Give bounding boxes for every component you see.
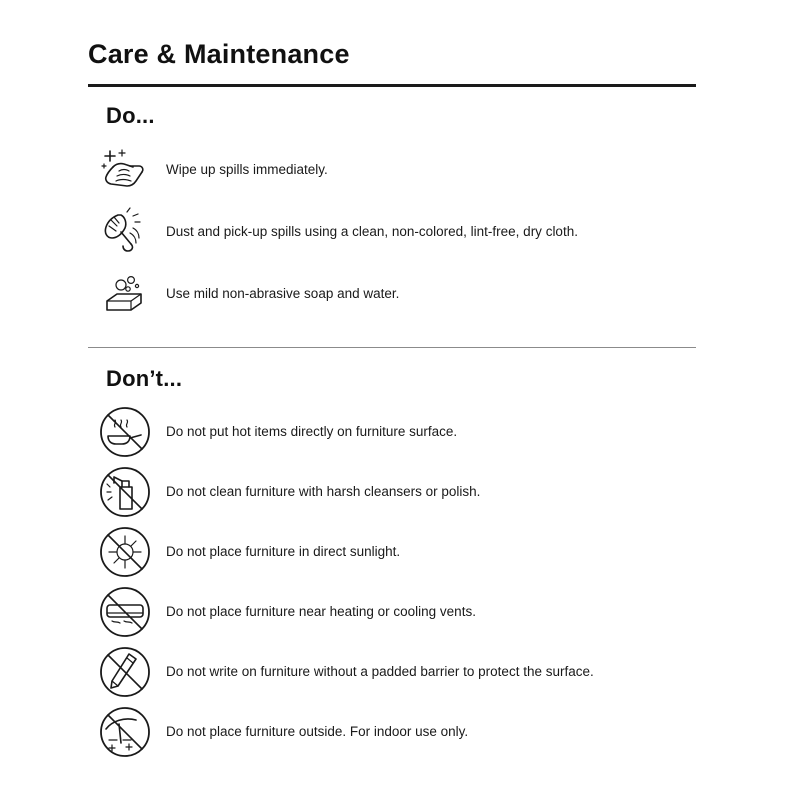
- section-do-heading: Do...: [106, 103, 155, 129]
- feather-duster-icon: [88, 206, 162, 258]
- list-item: [88, 642, 740, 702]
- section-divider: [88, 347, 696, 348]
- list-item: [88, 702, 740, 762]
- list-item: [88, 402, 740, 462]
- list-item-text: Do not write on furniture without a padded barrier to protect the surface.: [166, 664, 594, 680]
- section-gap: [88, 325, 740, 347]
- dont-list: [88, 402, 740, 762]
- list-item-text: Do not place furniture outside. For indoor use only.: [166, 724, 469, 740]
- no-spray-cleanser-icon: [88, 463, 162, 521]
- list-item: [88, 263, 740, 325]
- section-dont-heading: Don’t...: [106, 366, 183, 392]
- no-writing-pen-icon: [88, 643, 162, 701]
- list-item: [88, 522, 740, 582]
- list-item-text: Dust and pick-up spills using a clean, non-colored, lint-free, dry cloth.: [166, 224, 578, 240]
- do-list: [88, 139, 740, 325]
- list-item-text: Do not put hot items directly on furniture surface.: [166, 424, 458, 440]
- list-item-text: Do not clean furniture with harsh cleansers or polish.: [166, 484, 481, 500]
- list-item-text: Do not place furniture near heating or cooling vents.: [166, 604, 476, 620]
- list-item-text: Wipe up spills immediately.: [166, 162, 328, 178]
- list-item-text: Use mild non-abrasive soap and water.: [166, 286, 400, 302]
- no-hvac-vent-icon: [88, 583, 162, 641]
- no-outdoor-use-icon: [88, 703, 162, 761]
- page-title: Care & Maintenance: [88, 39, 350, 69]
- list-item: [88, 582, 740, 642]
- list-item-text: Do not place furniture in direct sunlight.: [166, 544, 401, 560]
- section-dont: [88, 366, 740, 762]
- title-divider: [88, 84, 696, 87]
- list-item: [88, 139, 740, 201]
- list-item: [88, 201, 740, 263]
- section-do: [88, 103, 740, 325]
- list-item: [88, 462, 740, 522]
- soap-bar-bubbles-icon: [88, 269, 162, 319]
- hand-wiping-cloth-sparkle-icon: [88, 145, 162, 195]
- no-direct-sunlight-icon: [88, 523, 162, 581]
- no-hot-items-pan-icon: [88, 403, 162, 461]
